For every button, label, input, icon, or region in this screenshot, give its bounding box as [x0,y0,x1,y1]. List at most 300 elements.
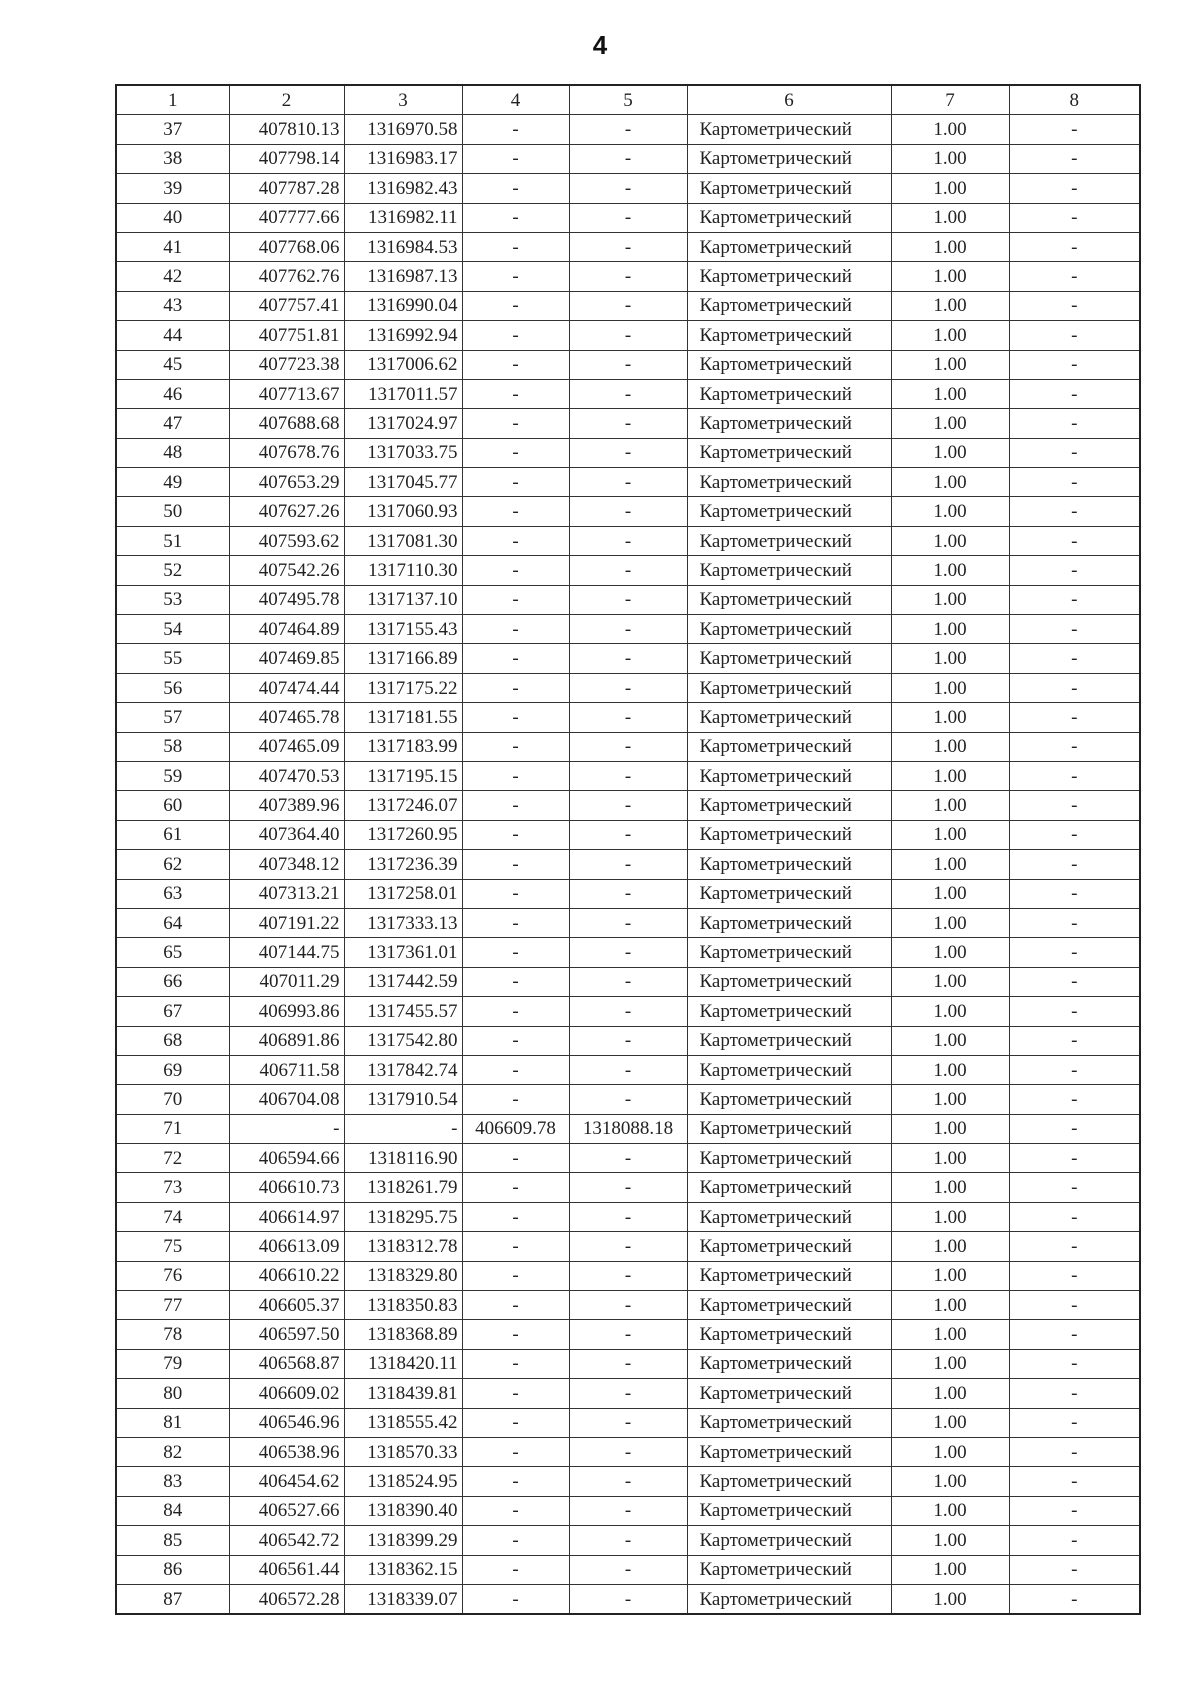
cell-x-coordinate: 406993.86 [229,997,344,1026]
cell-accuracy: 1.00 [891,585,1009,614]
cell-description: - [1009,1114,1140,1143]
cell-x-coordinate: 407810.13 [229,115,344,144]
cell-description: - [1009,1055,1140,1084]
cell-x-coordinate-new: - [462,1291,569,1320]
cell-accuracy: 1.00 [891,908,1009,937]
cell-method: Картометрический [687,1026,891,1055]
cell-y-coordinate: 1316990.04 [344,291,462,320]
cell-method: Картометрический [687,232,891,261]
cell-point-number: 77 [116,1291,229,1320]
cell-point-number: 37 [116,115,229,144]
cell-accuracy: 1.00 [891,1114,1009,1143]
cell-accuracy: 1.00 [891,1202,1009,1231]
cell-x-coordinate-new: - [462,1232,569,1261]
cell-x-coordinate: 407768.06 [229,232,344,261]
cell-y-coordinate: 1317011.57 [344,379,462,408]
cell-point-number: 44 [116,321,229,350]
cell-x-coordinate: 407723.38 [229,350,344,379]
cell-x-coordinate-new: - [462,1408,569,1437]
cell-x-coordinate: 407465.09 [229,732,344,761]
cell-point-number: 69 [116,1055,229,1084]
cell-method: Картометрический [687,673,891,702]
cell-description: - [1009,409,1140,438]
cell-y-coordinate: 1317045.77 [344,468,462,497]
cell-description: - [1009,350,1140,379]
cell-method: Картометрический [687,1379,891,1408]
cell-accuracy: 1.00 [891,732,1009,761]
cell-point-number: 81 [116,1408,229,1437]
cell-accuracy: 1.00 [891,761,1009,790]
cell-method: Картометрический [687,1320,891,1349]
cell-method: Картометрический [687,203,891,232]
cell-x-coordinate: 407653.29 [229,468,344,497]
table-row [116,232,1140,261]
cell-x-coordinate: 406538.96 [229,1437,344,1466]
cell-description: - [1009,820,1140,849]
table-row [116,1114,1140,1143]
cell-x-coordinate: 407389.96 [229,791,344,820]
cell-y-coordinate-new: - [569,174,687,203]
cell-y-coordinate-new: - [569,526,687,555]
cell-y-coordinate-new: - [569,1085,687,1114]
cell-x-coordinate: 406610.22 [229,1261,344,1290]
cell-method: Картометрический [687,1496,891,1525]
cell-x-coordinate: 406613.09 [229,1232,344,1261]
cell-method: Картометрический [687,379,891,408]
cell-y-coordinate-new: - [569,761,687,790]
cell-x-coordinate-new: - [462,615,569,644]
cell-x-coordinate: 407757.41 [229,291,344,320]
cell-accuracy: 1.00 [891,1496,1009,1525]
table-row [116,1408,1140,1437]
table-row [116,997,1140,1026]
table-row [116,1291,1140,1320]
cell-x-coordinate: 406594.66 [229,1144,344,1173]
cell-x-coordinate-new: - [462,703,569,732]
cell-x-coordinate-new: - [462,1526,569,1555]
cell-x-coordinate-new: - [462,350,569,379]
cell-accuracy: 1.00 [891,262,1009,291]
cell-method: Картометрический [687,908,891,937]
cell-x-coordinate-new: - [462,1496,569,1525]
table-row [116,291,1140,320]
table-row [116,1144,1140,1173]
cell-x-coordinate-new: - [462,850,569,879]
cell-x-coordinate: 407713.67 [229,379,344,408]
cell-method: Картометрический [687,468,891,497]
cell-point-number: 43 [116,291,229,320]
cell-x-coordinate: 406546.96 [229,1408,344,1437]
table-row [116,1026,1140,1055]
cell-x-coordinate: 406454.62 [229,1467,344,1496]
cell-x-coordinate: 407688.68 [229,409,344,438]
cell-y-coordinate-new: - [569,291,687,320]
cell-x-coordinate: 407011.29 [229,967,344,996]
cell-point-number: 68 [116,1026,229,1055]
cell-y-coordinate: - [344,1114,462,1143]
cell-description: - [1009,1202,1140,1231]
cell-y-coordinate-new: - [569,203,687,232]
cell-y-coordinate: 1317333.13 [344,908,462,937]
cell-x-coordinate: 406614.97 [229,1202,344,1231]
cell-point-number: 50 [116,497,229,526]
cell-y-coordinate: 1317258.01 [344,879,462,908]
cell-y-coordinate: 1317455.57 [344,997,462,1026]
table-row [116,1202,1140,1231]
cell-y-coordinate: 1316983.17 [344,144,462,173]
table-header-row [116,85,1140,115]
cell-point-number: 57 [116,703,229,732]
cell-x-coordinate-new: - [462,115,569,144]
cell-point-number: 60 [116,791,229,820]
table-row [116,321,1140,350]
cell-accuracy: 1.00 [891,321,1009,350]
cell-x-coordinate-new: - [462,556,569,585]
cell-y-coordinate: 1317033.75 [344,438,462,467]
cell-method: Картометрический [687,1584,891,1614]
column-header-y-coordinate: 3 [344,85,462,115]
cell-y-coordinate-new: - [569,1291,687,1320]
cell-x-coordinate-new: - [462,1467,569,1496]
cell-point-number: 65 [116,938,229,967]
cell-y-coordinate-new: - [569,262,687,291]
table-row [116,409,1140,438]
cell-point-number: 87 [116,1584,229,1614]
cell-accuracy: 1.00 [891,967,1009,996]
table-row [116,644,1140,673]
cell-point-number: 58 [116,732,229,761]
cell-x-coordinate-new: - [462,1320,569,1349]
cell-method: Картометрический [687,1555,891,1584]
cell-method: Картометрический [687,1408,891,1437]
cell-x-coordinate-new: 406609.78 [462,1114,569,1143]
cell-x-coordinate-new: - [462,1261,569,1290]
cell-y-coordinate-new: - [569,556,687,585]
cell-x-coordinate-new: - [462,673,569,702]
cell-description: - [1009,1173,1140,1202]
column-header-accuracy: 7 [891,85,1009,115]
cell-method: Картометрический [687,938,891,967]
cell-x-coordinate: 407798.14 [229,144,344,173]
cell-description: - [1009,468,1140,497]
cell-description: - [1009,1467,1140,1496]
cell-point-number: 59 [116,761,229,790]
cell-point-number: 56 [116,673,229,702]
cell-y-coordinate-new: - [569,497,687,526]
cell-x-coordinate: - [229,1114,344,1143]
cell-description: - [1009,1379,1140,1408]
cell-description: - [1009,174,1140,203]
cell-x-coordinate: 407465.78 [229,703,344,732]
cell-method: Картометрический [687,1202,891,1231]
cell-y-coordinate: 1318390.40 [344,1496,462,1525]
cell-x-coordinate-new: - [462,879,569,908]
cell-description: - [1009,791,1140,820]
cell-y-coordinate-new: - [569,232,687,261]
cell-x-coordinate-new: - [462,732,569,761]
cell-accuracy: 1.00 [891,379,1009,408]
cell-accuracy: 1.00 [891,615,1009,644]
cell-point-number: 40 [116,203,229,232]
column-header-x-coordinate-new: 4 [462,85,569,115]
cell-y-coordinate-new: - [569,967,687,996]
cell-accuracy: 1.00 [891,820,1009,849]
cell-description: - [1009,262,1140,291]
cell-y-coordinate-new: - [569,879,687,908]
table-row [116,820,1140,849]
cell-method: Картометрический [687,174,891,203]
table-row [116,1584,1140,1614]
cell-y-coordinate: 1318312.78 [344,1232,462,1261]
cell-description: - [1009,1232,1140,1261]
cell-y-coordinate: 1317155.43 [344,615,462,644]
cell-x-coordinate-new: - [462,644,569,673]
cell-y-coordinate: 1317110.30 [344,556,462,585]
cell-description: - [1009,1408,1140,1437]
cell-x-coordinate-new: - [462,232,569,261]
table-row [116,379,1140,408]
cell-point-number: 67 [116,997,229,1026]
cell-method: Картометрический [687,497,891,526]
cell-x-coordinate: 406711.58 [229,1055,344,1084]
cell-y-coordinate-new: - [569,1437,687,1466]
cell-method: Картометрический [687,409,891,438]
cell-accuracy: 1.00 [891,438,1009,467]
cell-x-coordinate-new: - [462,1173,569,1202]
cell-description: - [1009,1261,1140,1290]
cell-accuracy: 1.00 [891,526,1009,555]
cell-accuracy: 1.00 [891,1555,1009,1584]
cell-y-coordinate: 1317175.22 [344,673,462,702]
cell-y-coordinate-new: - [569,115,687,144]
cell-description: - [1009,291,1140,320]
cell-x-coordinate-new: - [462,1202,569,1231]
cell-x-coordinate-new: - [462,820,569,849]
cell-point-number: 45 [116,350,229,379]
cell-y-coordinate-new: - [569,820,687,849]
cell-x-coordinate-new: - [462,321,569,350]
cell-x-coordinate-new: - [462,908,569,937]
cell-description: - [1009,703,1140,732]
cell-y-coordinate: 1318350.83 [344,1291,462,1320]
cell-point-number: 83 [116,1467,229,1496]
cell-description: - [1009,585,1140,614]
cell-point-number: 82 [116,1437,229,1466]
table-row [116,115,1140,144]
cell-x-coordinate: 406568.87 [229,1349,344,1378]
cell-x-coordinate-new: - [462,379,569,408]
table-row [116,938,1140,967]
cell-y-coordinate-new: - [569,615,687,644]
cell-accuracy: 1.00 [891,938,1009,967]
cell-y-coordinate-new: - [569,438,687,467]
cell-y-coordinate-new: - [569,409,687,438]
cell-x-coordinate: 407787.28 [229,174,344,203]
cell-y-coordinate: 1318439.81 [344,1379,462,1408]
cell-y-coordinate: 1317024.97 [344,409,462,438]
cell-y-coordinate: 1316992.94 [344,321,462,350]
cell-method: Картометрический [687,144,891,173]
cell-y-coordinate-new: - [569,1349,687,1378]
cell-y-coordinate-new: - [569,321,687,350]
cell-point-number: 71 [116,1114,229,1143]
cell-description: - [1009,850,1140,879]
cell-x-coordinate-new: - [462,938,569,967]
table-row [116,1467,1140,1496]
cell-accuracy: 1.00 [891,203,1009,232]
cell-method: Картометрический [687,997,891,1026]
cell-accuracy: 1.00 [891,350,1009,379]
cell-y-coordinate: 1318362.15 [344,1555,462,1584]
cell-y-coordinate-new: - [569,673,687,702]
cell-x-coordinate-new: - [462,1555,569,1584]
cell-x-coordinate: 407144.75 [229,938,344,967]
cell-accuracy: 1.00 [891,879,1009,908]
cell-point-number: 85 [116,1526,229,1555]
cell-y-coordinate-new: - [569,585,687,614]
cell-x-coordinate-new: - [462,585,569,614]
cell-method: Картометрический [687,850,891,879]
cell-x-coordinate: 407313.21 [229,879,344,908]
cell-method: Картометрический [687,967,891,996]
cell-method: Картометрический [687,644,891,673]
table-row [116,497,1140,526]
cell-description: - [1009,232,1140,261]
cell-y-coordinate: 1318261.79 [344,1173,462,1202]
cell-point-number: 49 [116,468,229,497]
cell-description: - [1009,997,1140,1026]
cell-accuracy: 1.00 [891,1026,1009,1055]
cell-point-number: 39 [116,174,229,203]
cell-method: Картометрический [687,761,891,790]
cell-x-coordinate: 407474.44 [229,673,344,702]
cell-accuracy: 1.00 [891,1261,1009,1290]
cell-point-number: 54 [116,615,229,644]
cell-y-coordinate: 1318399.29 [344,1526,462,1555]
cell-accuracy: 1.00 [891,409,1009,438]
cell-y-coordinate-new: - [569,908,687,937]
cell-x-coordinate-new: - [462,526,569,555]
cell-method: Картометрический [687,556,891,585]
cell-description: - [1009,144,1140,173]
cell-point-number: 46 [116,379,229,408]
cell-point-number: 76 [116,1261,229,1290]
cell-x-coordinate: 407364.40 [229,820,344,849]
cell-point-number: 75 [116,1232,229,1261]
cell-y-coordinate-new: - [569,1584,687,1614]
cell-y-coordinate-new: - [569,1320,687,1349]
table-row [116,673,1140,702]
cell-point-number: 80 [116,1379,229,1408]
cell-method: Картометрический [687,1437,891,1466]
table-row [116,556,1140,585]
cell-y-coordinate: 1318116.90 [344,1144,462,1173]
cell-description: - [1009,1584,1140,1614]
cell-x-coordinate-new: - [462,174,569,203]
cell-accuracy: 1.00 [891,144,1009,173]
cell-point-number: 61 [116,820,229,849]
table-row [116,615,1140,644]
cell-y-coordinate-new: - [569,1055,687,1084]
cell-y-coordinate: 1317246.07 [344,791,462,820]
cell-y-coordinate-new: - [569,1408,687,1437]
cell-accuracy: 1.00 [891,556,1009,585]
cell-method: Картометрический [687,791,891,820]
cell-description: - [1009,908,1140,937]
cell-point-number: 64 [116,908,229,937]
cell-point-number: 38 [116,144,229,173]
cell-x-coordinate-new: - [462,1584,569,1614]
cell-x-coordinate: 407777.66 [229,203,344,232]
cell-method: Картометрический [687,1291,891,1320]
cell-y-coordinate-new: - [569,1173,687,1202]
cell-x-coordinate-new: - [462,761,569,790]
cell-description: - [1009,379,1140,408]
cell-x-coordinate: 407751.81 [229,321,344,350]
cell-y-coordinate: 1318420.11 [344,1349,462,1378]
cell-y-coordinate-new: - [569,850,687,879]
cell-method: Картометрический [687,1144,891,1173]
cell-method: Картометрический [687,879,891,908]
cell-point-number: 47 [116,409,229,438]
cell-x-coordinate: 406610.73 [229,1173,344,1202]
cell-y-coordinate-new: - [569,997,687,1026]
cell-y-coordinate-new: - [569,1496,687,1525]
cell-accuracy: 1.00 [891,1437,1009,1466]
cell-x-coordinate-new: - [462,409,569,438]
table-row [116,526,1140,555]
cell-y-coordinate-new: - [569,468,687,497]
cell-y-coordinate-new: - [569,1026,687,1055]
cell-x-coordinate: 407191.22 [229,908,344,937]
cell-accuracy: 1.00 [891,497,1009,526]
cell-y-coordinate-new: - [569,1144,687,1173]
cell-x-coordinate: 407495.78 [229,585,344,614]
cell-y-coordinate: 1316970.58 [344,115,462,144]
cell-description: - [1009,1291,1140,1320]
cell-y-coordinate: 1317137.10 [344,585,462,614]
table-row [116,850,1140,879]
cell-y-coordinate-new: - [569,379,687,408]
cell-point-number: 79 [116,1349,229,1378]
cell-x-coordinate: 406891.86 [229,1026,344,1055]
cell-x-coordinate: 406561.44 [229,1555,344,1584]
cell-method: Картометрический [687,526,891,555]
cell-description: - [1009,732,1140,761]
cell-x-coordinate-new: - [462,468,569,497]
cell-description: - [1009,1026,1140,1055]
cell-method: Картометрический [687,703,891,732]
cell-point-number: 84 [116,1496,229,1525]
cell-description: - [1009,879,1140,908]
cell-y-coordinate: 1316987.13 [344,262,462,291]
cell-y-coordinate: 1316984.53 [344,232,462,261]
cell-y-coordinate: 1317260.95 [344,820,462,849]
cell-method: Картометрический [687,438,891,467]
cell-y-coordinate: 1317181.55 [344,703,462,732]
coordinates-table [115,84,1141,1615]
cell-point-number: 63 [116,879,229,908]
cell-y-coordinate-new: - [569,144,687,173]
cell-description: - [1009,438,1140,467]
cell-accuracy: 1.00 [891,791,1009,820]
cell-description: - [1009,938,1140,967]
cell-description: - [1009,1320,1140,1349]
cell-x-coordinate: 406527.66 [229,1496,344,1525]
cell-description: - [1009,673,1140,702]
cell-y-coordinate-new: - [569,1232,687,1261]
cell-y-coordinate: 1318329.80 [344,1261,462,1290]
